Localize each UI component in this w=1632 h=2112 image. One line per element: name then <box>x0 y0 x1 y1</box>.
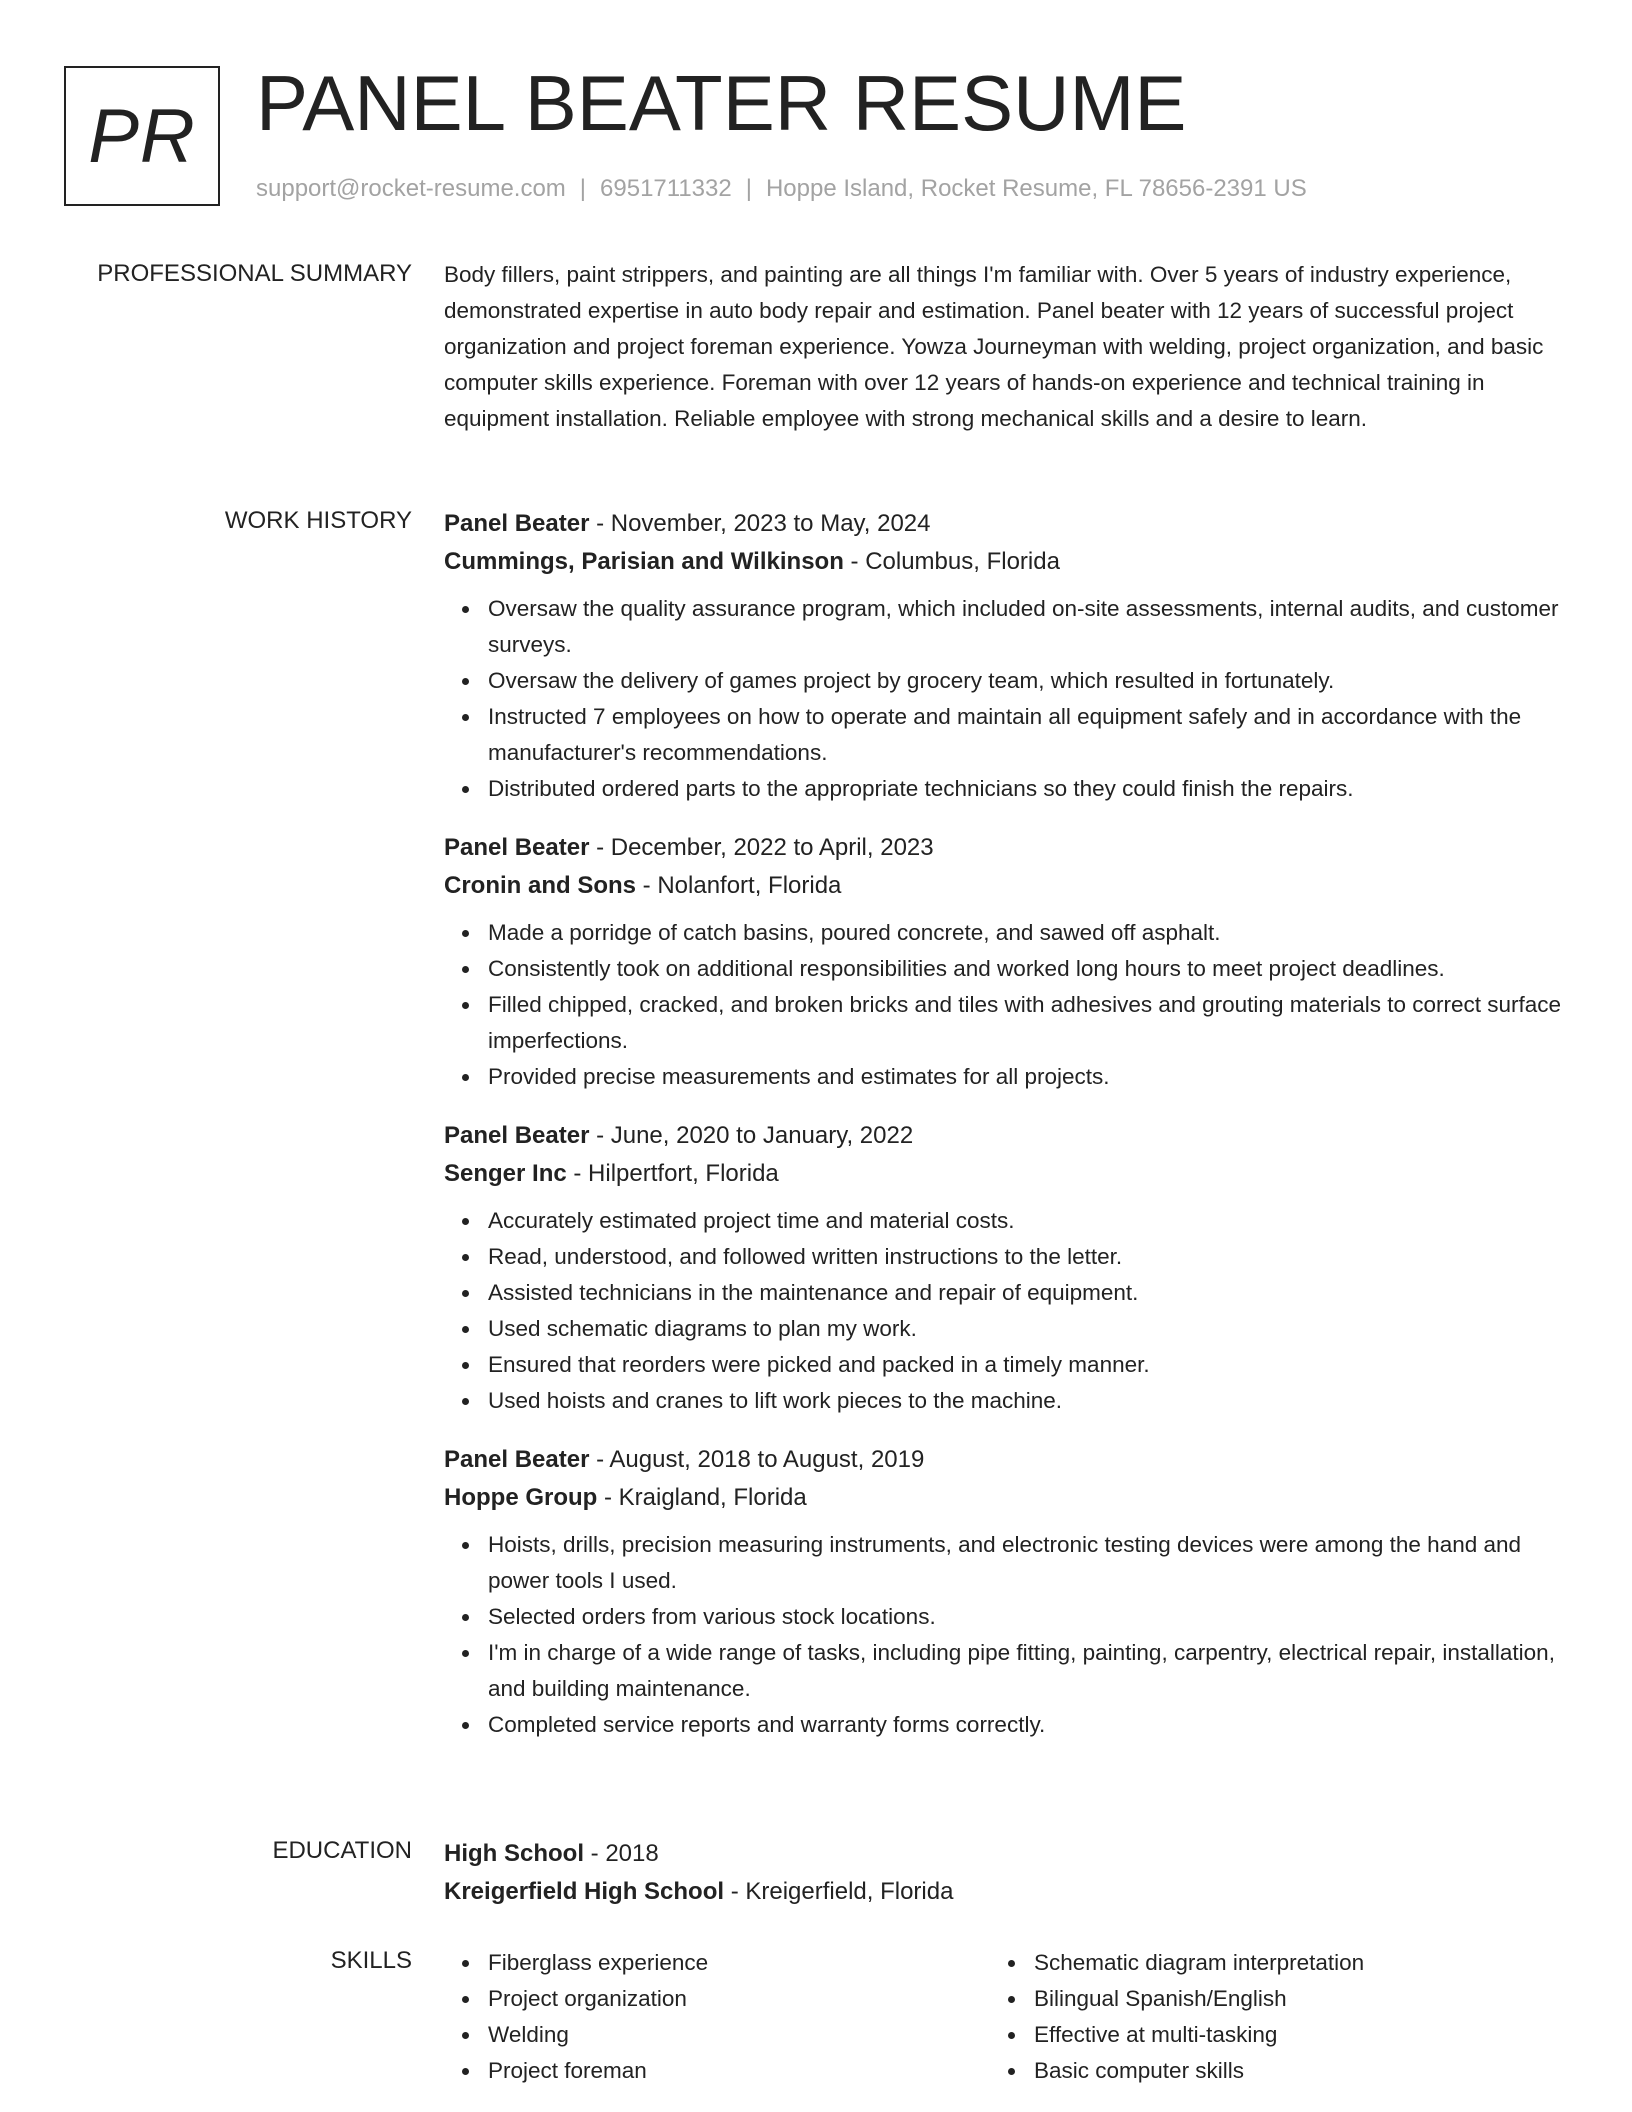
list-item: Oversaw the delivery of games project by grocery team, which resulted in fortunately. <box>488 663 1564 699</box>
education-year: - 2018 <box>584 1840 659 1867</box>
job-bullets <box>444 915 1564 1095</box>
list-item: Schematic diagram interpretation <box>1034 1945 1536 1981</box>
job-company: Hoppe Group <box>444 1484 598 1511</box>
job-location: - Columbus, Florida <box>843 548 1060 575</box>
list-item: Consistently took on additional responsibilities and worked long hours to meet project deadlines. <box>488 951 1564 987</box>
job-title: Panel Beater <box>444 510 590 537</box>
education-location: - Kreigerfield, Florida <box>724 1878 954 1905</box>
job-entry <box>444 1117 1564 1419</box>
job-entry <box>444 1441 1564 1743</box>
job-title-line <box>444 829 1564 867</box>
job-bullets <box>444 1203 1564 1419</box>
job-bullets <box>444 591 1564 807</box>
list-item: Provided precise measurements and estimates for all projects. <box>488 1059 1564 1095</box>
contact-phone[interactable]: 6951711332 <box>600 175 732 202</box>
list-item: Fiberglass experience <box>488 1945 990 1981</box>
job-title-line <box>444 1441 1564 1479</box>
job-entry <box>444 505 1564 807</box>
skills-column-right <box>990 1945 1536 2089</box>
list-item: Used schematic diagrams to plan my work. <box>488 1311 1564 1347</box>
contact-separator: | <box>579 175 587 202</box>
page-title: PANEL BEATER RESUME <box>256 59 1187 147</box>
list-item: Basic computer skills <box>1034 2053 1536 2089</box>
job-location: - Kraigland, Florida <box>597 1484 807 1511</box>
list-item: Read, understood, and followed written instructions to the letter. <box>488 1239 1564 1275</box>
job-company: Senger Inc <box>444 1160 567 1187</box>
job-dates: - August, 2018 to August, 2019 <box>589 1446 925 1473</box>
list-item: I'm in charge of a wide range of tasks, including pipe fitting, painting, carpentry, electrical repair, installation, and building maintenance. <box>488 1635 1564 1707</box>
job-company-line <box>444 1479 1564 1517</box>
list-item: Assisted technicians in the maintenance and repair of equipment. <box>488 1275 1564 1311</box>
list-item: Bilingual Spanish/English <box>1034 1981 1536 2017</box>
job-company-line <box>444 867 1564 905</box>
education-school: Kreigerfield High School <box>444 1878 725 1905</box>
education-degree: High School <box>444 1840 584 1867</box>
summary-text: Body fillers, paint strippers, and painting are all things I'm familiar with. Over 5 years of industry experience, demonstrated expertise in auto body repair and estimation. Panel beater with 12 years of successful project organization and project foreman experience. Yowza Journeyman with welding, project organization, and basic computer skills experience. Foreman with over 12 years of hands-on experience and technical training in equipment installation. Reliable employee with strong mechanical skills and a desire to learn. <box>444 262 1544 431</box>
list-item: Used hoists and cranes to lift work pieces to the machine. <box>488 1383 1564 1419</box>
job-company-line <box>444 1155 1564 1193</box>
list-item: Project organization <box>488 1981 990 2017</box>
work-history-label: WORK HISTORY <box>224 507 412 534</box>
list-item: Filled chipped, cracked, and broken bricks and tiles with adhesives and grouting materials to correct surface imperfections. <box>488 987 1564 1059</box>
list-item: Distributed ordered parts to the appropriate technicians so they could finish the repairs. <box>488 771 1564 807</box>
education-degree-line <box>444 1835 1564 1873</box>
job-dates: - June, 2020 to January, 2022 <box>589 1122 914 1149</box>
list-item: Hoists, drills, precision measuring instruments, and electronic testing devices were among the hand and power tools I used. <box>488 1527 1564 1599</box>
list-item: Accurately estimated project time and material costs. <box>488 1203 1564 1239</box>
skills-body <box>444 1945 1564 2089</box>
education-body <box>444 1835 1564 1911</box>
list-item: Effective at multi-tasking <box>1034 2017 1536 2053</box>
list-item: Oversaw the quality assurance program, which included on-site assessments, internal audits, and customer surveys. <box>488 591 1564 663</box>
contact-email[interactable]: support@rocket-resume.com <box>256 175 566 202</box>
skills-label: SKILLS <box>330 1947 412 1974</box>
summary-label: PROFESSIONAL SUMMARY <box>97 260 412 287</box>
job-title-line <box>444 505 1564 543</box>
job-title: Panel Beater <box>444 1446 590 1473</box>
job-title: Panel Beater <box>444 834 590 861</box>
summary-body <box>444 258 1564 437</box>
education-label: EDUCATION <box>272 1837 412 1864</box>
skills-list <box>990 1945 1536 2089</box>
job-company: Cronin and Sons <box>444 872 636 899</box>
job-location: - Hilpertfort, Florida <box>566 1160 779 1187</box>
list-item: Completed service reports and warranty forms correctly. <box>488 1707 1564 1743</box>
job-location: - Nolanfort, Florida <box>636 872 842 899</box>
job-bullets <box>444 1527 1564 1743</box>
list-item: Project foreman <box>488 2053 990 2089</box>
list-item: Instructed 7 employees on how to operate and maintain all equipment safely and in accordance with the manufacturer's recommendations. <box>488 699 1564 771</box>
list-item: Selected orders from various stock locations. <box>488 1599 1564 1635</box>
job-dates: - November, 2023 to May, 2024 <box>589 510 931 537</box>
education-school-line <box>444 1873 1564 1911</box>
work-history-body <box>444 505 1564 1743</box>
skills-columns <box>444 1945 1564 2089</box>
list-item: Welding <box>488 2017 990 2053</box>
job-title-line <box>444 1117 1564 1155</box>
job-entry <box>444 829 1564 1095</box>
contact-separator: | <box>745 175 752 202</box>
job-dates: - December, 2022 to April, 2023 <box>589 834 934 861</box>
job-title: Panel Beater <box>444 1122 590 1149</box>
list-item: Made a porridge of catch basins, poured concrete, and sawed off asphalt. <box>488 915 1564 951</box>
skills-list <box>444 1945 990 2089</box>
job-company: Cummings, Parisian and Wilkinson <box>444 548 844 575</box>
contact-address: Hoppe Island, Rocket Resume, FL 78656-2391 US <box>765 175 1307 202</box>
job-company-line <box>444 543 1564 581</box>
skills-column-left <box>444 1945 990 2089</box>
contact-line <box>256 173 1307 205</box>
list-item: Ensured that reorders were picked and packed in a timely manner. <box>488 1347 1564 1383</box>
monogram-logo: PR <box>64 66 220 206</box>
